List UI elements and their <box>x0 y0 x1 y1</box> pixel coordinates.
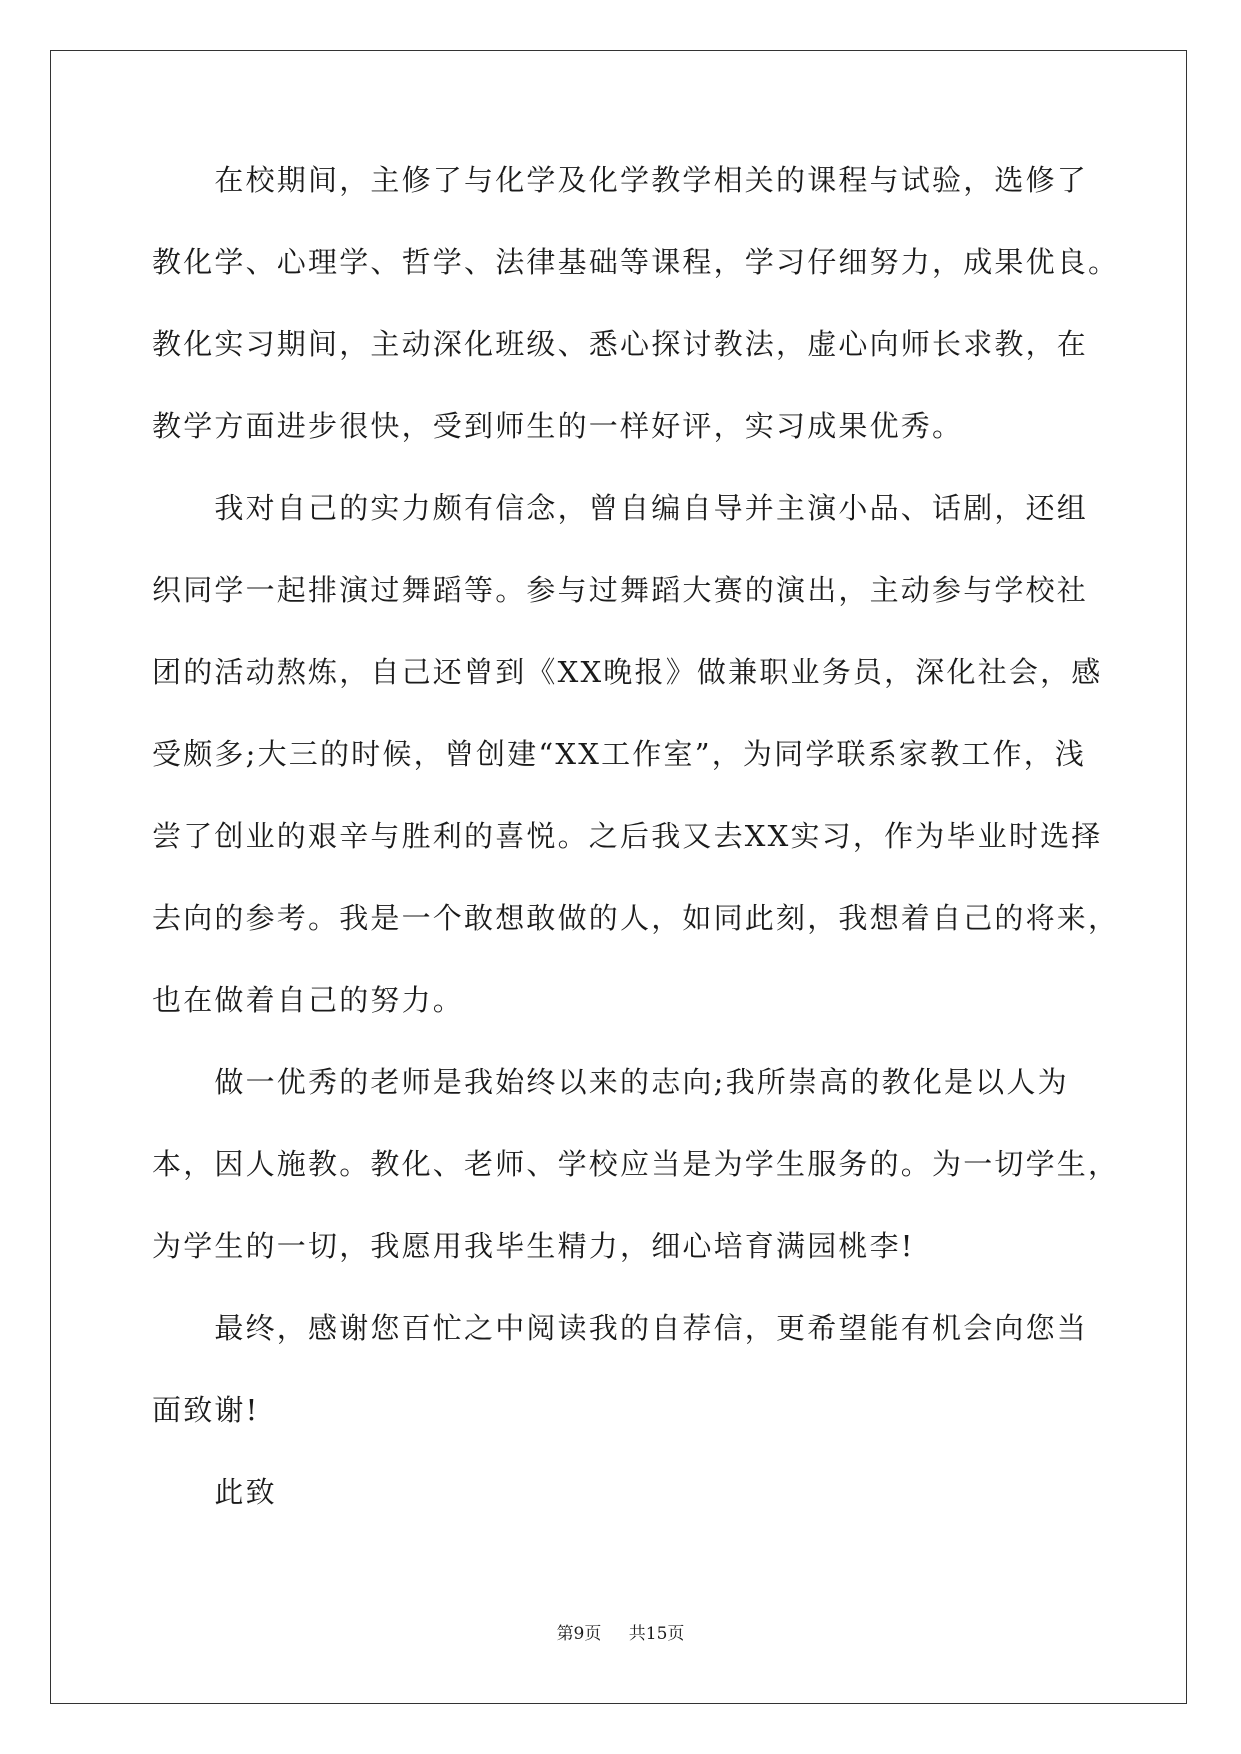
page-total: 共15页 <box>628 1624 685 1644</box>
text-line: 此致 <box>152 1475 277 1509</box>
text-line: 最终，感谢您百忙之中阅读我的自荐信，更希望能有机会向您当 <box>152 1311 1089 1345</box>
text-line: 教学方面进步很快，受到师生的一样好评，实习成果优秀。 <box>152 409 964 443</box>
text-line: 教化实习期间，主动深化班级、悉心探讨教法，虚心向师长求教，在 <box>152 327 1089 361</box>
text-line: 为学生的一切，我愿用我毕生精力，细心培育满园桃李! <box>152 1229 915 1263</box>
text-line: 教化学、心理学、哲学、法律基础等课程，学习仔细努力，成果优良。 <box>152 245 1120 279</box>
text-line: 本，因人施教。教化、老师、学校应当是为学生服务的。为一切学生， <box>152 1147 1120 1181</box>
text-line: 在校期间，主修了与化学及化学教学相关的课程与试验，选修了 <box>152 163 1089 197</box>
page-footer <box>0 1622 1241 1646</box>
text-line: 尝了创业的艰辛与胜利的喜悦。之后我又去XX实习，作为毕业时选择 <box>152 819 1103 853</box>
text-line: 团的活动熬炼，自己还曾到《XX晚报》做兼职业务员，深化社会，感 <box>152 655 1103 689</box>
text-line: 我对自己的实力颇有信念，曾自编自导并主演小品、话剧，还组 <box>152 491 1089 525</box>
text-line: 面致谢! <box>152 1393 260 1427</box>
text-line: 做一优秀的老师是我始终以来的志向;我所崇高的教化是以人为 <box>152 1065 1069 1099</box>
letter-body <box>152 160 1120 1554</box>
text-line: 织同学一起排演过舞蹈等。参与过舞蹈大赛的演出，主动参与学校社 <box>152 573 1089 607</box>
text-line: 受颇多;大三的时候，曾创建“XX工作室”，为同学联系家教工作，浅 <box>152 737 1087 771</box>
page-number: 第9页 <box>556 1624 602 1644</box>
text-line: 也在做着自己的努力。 <box>152 983 465 1017</box>
text-line: 去向的参考。我是一个敢想敢做的人，如同此刻，我想着自己的将来， <box>152 901 1120 935</box>
